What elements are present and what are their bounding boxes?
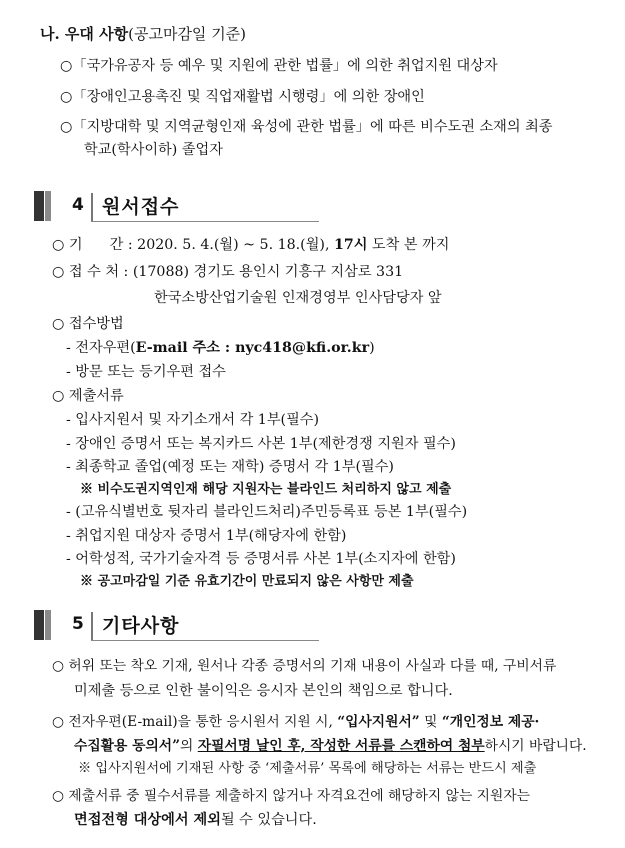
note-2-text-d: 하시기 바랍니다.: [484, 738, 587, 754]
note-2-line-2: [74, 736, 587, 756]
preference-heading: [40, 24, 246, 44]
section-underline: [91, 640, 319, 641]
address-line-2: 한국소방산업기술원 인재경영부 인사담당자 앞: [154, 290, 442, 306]
note-3-exclusion: 면접전형 대상에서 제외: [74, 812, 221, 828]
address-line-1: [52, 262, 403, 282]
note-3-line-1: ○ 제출서류 중 필수서류를 제출하지 않거나 자격요건에 해당하지 않는 지원자는: [52, 788, 530, 804]
period-line: [52, 235, 449, 255]
preference-item-1: ○「국가유공자 등 예우 및 지원에 관한 법률」에 의한 취업지원 대상자: [60, 58, 498, 74]
note-2-text-c: 및: [419, 714, 442, 730]
period-tail: 도착 본 까지: [367, 237, 450, 253]
address-value: (17088) 경기도 용인시 기흥구 지삼로 331: [132, 264, 404, 280]
docs-heading: ○ 제출서류: [52, 388, 124, 404]
note-2-line-1: [52, 712, 539, 732]
method-email-prefix: - 전자우편(: [66, 340, 136, 356]
address-label: ○ 접 수 처 :: [52, 264, 133, 280]
section-4-number: 4: [72, 195, 84, 215]
note-2-signature-instruction: 자필서명 날인 후, 작성한 서류를 스캔하여 첨부: [197, 738, 485, 754]
note-2-text-b: 의: [180, 738, 198, 754]
preference-heading-sub: (공고마감일 기준): [128, 25, 247, 43]
note-3-line-2: [74, 810, 317, 830]
doc-item-5: - 취업지원 대상자 증명서 1부(해당자에 한함): [66, 528, 347, 544]
period-value: 2020. 5. 4.(월) ~ 5. 18.(월),: [137, 237, 334, 253]
doc-item-6-note: ※ 공고마감일 기준 유효기간이 만료되지 않은 사항만 제출: [80, 574, 414, 589]
note-1-line-2: 미제출 등으로 인한 불이익은 응시자 본인의 책임으로 합니다.: [74, 683, 453, 699]
period-label: ○ 기 간 :: [52, 237, 138, 253]
section-4-title: 원서접수: [102, 196, 180, 218]
note-2-remark: ※ 입사지원서에 기재된 사항 중 ‘제출서류’ 목록에 해당하는 서류는 반드시 제출: [78, 761, 537, 776]
note-1-line-1: ○ 허위 또는 착오 기재, 원서나 각종 증명서의 기재 내용이 사실과 다를 때, 구비서류: [52, 658, 557, 674]
period-deadline-time: 17시: [333, 237, 368, 253]
section-bar-dark: [34, 610, 44, 640]
preference-item-3: ○「지방대학 및 지역균형인재 육성에 관한 법률」에 따른 비수도권 소재의 최종: [60, 119, 553, 135]
doc-item-4: - (고유식별번호 뒷자리 블라인드처리)주민등록표 등본 1부(필수): [66, 504, 468, 520]
section-bar-light: [45, 610, 51, 640]
doc-item-3-note: ※ 비수도권지역인재 해당 지원자는 블라인드 처리하지 않고 제출: [80, 482, 452, 497]
doc-item-6: - 어학성적, 국가기술자격 등 증명서류 사본 1부(소지자에 한함): [66, 551, 456, 567]
note-3-tail: 될 수 있습니다.: [220, 812, 317, 828]
section-underline: [91, 221, 319, 222]
section-separator: [91, 612, 93, 640]
preference-item-3-cont: 학교(학사이하) 졸업자: [84, 142, 223, 158]
doc-item-1: - 입사지원서 및 자기소개서 각 1부(필수): [66, 412, 320, 428]
method-heading: ○ 접수방법: [52, 316, 124, 332]
doc-item-3: - 최종학교 졸업(예정 또는 재학) 증명서 각 1부(필수): [66, 459, 394, 475]
method-email-suffix: ): [369, 340, 375, 356]
note-2-text-a: ○ 전자우편(E-mail)을 통한 응시원서 지원 시,: [52, 714, 338, 730]
section-bar-dark: [34, 191, 44, 221]
preference-item-2: ○「장애인고용촉진 및 직업재활법 시행령」에 의한 장애인: [60, 89, 425, 105]
note-2-consent-form: “개인정보 제공·: [441, 714, 540, 730]
note-2-application-form: “입사지원서”: [337, 714, 420, 730]
section-separator: [91, 193, 93, 221]
section-5-title: 기타사항: [102, 615, 180, 637]
note-2-consent-form-cont: 수집활용 동의서”: [74, 738, 181, 754]
section-bar-light: [45, 191, 51, 221]
section-5-header: [34, 610, 334, 644]
method-email-address: E-mail 주소 : nyc418@kfi.or.kr: [135, 340, 370, 356]
section-4-header: [34, 191, 334, 225]
method-post: - 방문 또는 등기우편 접수: [66, 364, 226, 380]
doc-item-2: - 장애인 증명서 또는 복지카드 사본 1부(제한경쟁 지원자 필수): [66, 436, 456, 452]
method-email: [66, 338, 375, 358]
preference-heading-main: 나. 우대 사항: [40, 25, 129, 43]
section-5-number: 5: [72, 614, 84, 634]
